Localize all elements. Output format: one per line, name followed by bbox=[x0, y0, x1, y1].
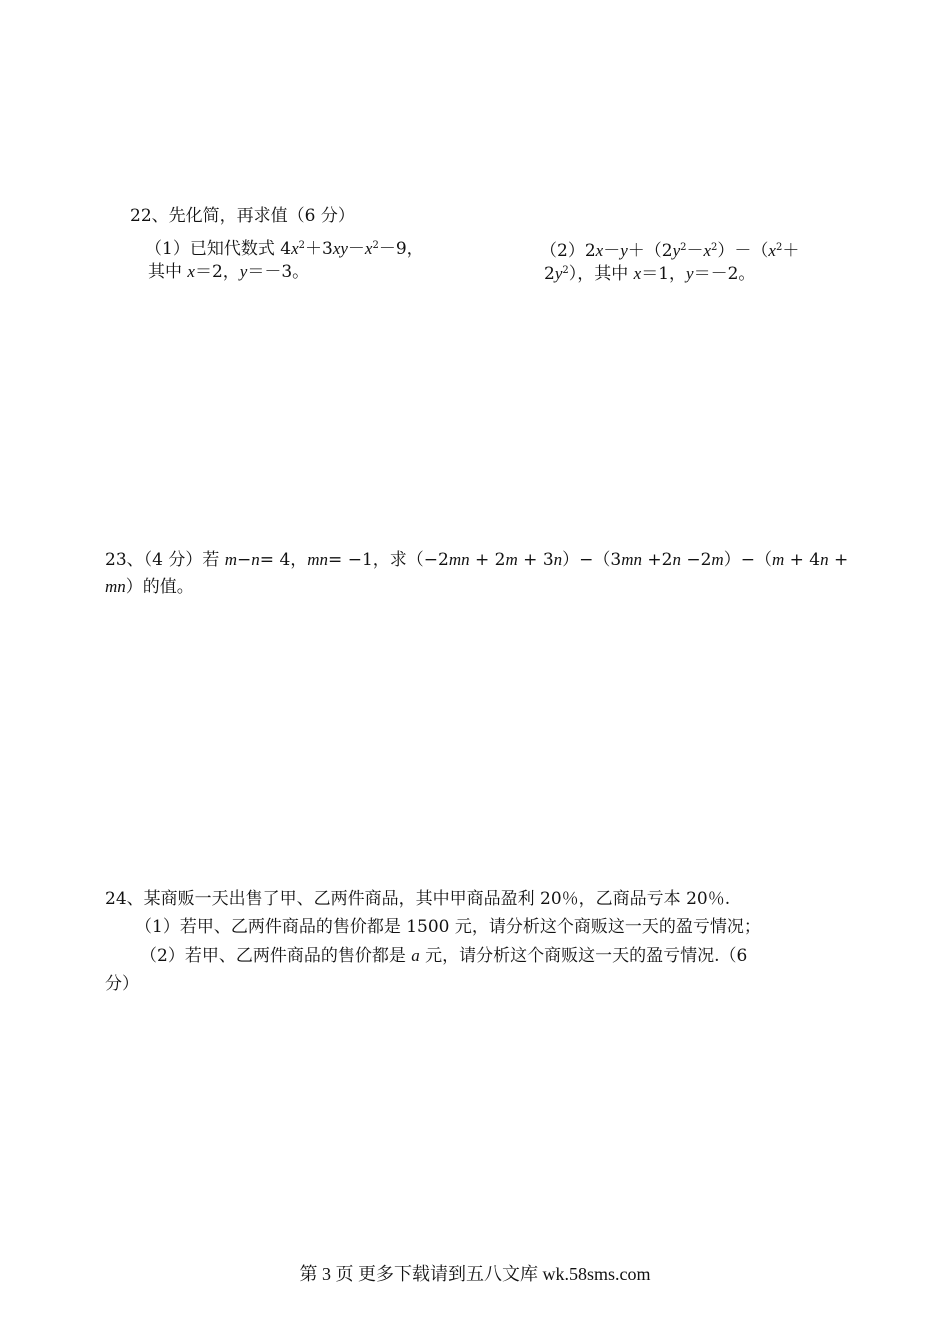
q24-line2: （1）若甲、乙两件商品的售价都是 1500 元，请分析这个商贩这一天的盈亏情况； bbox=[135, 917, 761, 937]
q24-line1: 24、某商贩一天出售了甲、乙两件商品，其中甲商品盈利 20％，乙商品亏本 20％. bbox=[105, 889, 731, 909]
q22-part1-line2: 其中 x＝2，y＝－3。 bbox=[148, 262, 310, 282]
q22-heading: 22、先化简，再求值（6 分） bbox=[130, 206, 355, 226]
q22-part1-line1: （1）已知代数式 $4x^2+3xy-x^2-9$， bbox=[145, 239, 424, 259]
q22-part2-line1: $(2)2x-y+(2y^2-x^2)-(x^2+$ bbox=[540, 241, 800, 261]
q24-line4: 分） bbox=[105, 974, 139, 994]
q23-line1: 23、（4 分）若 m−n= 4，mn= −1，求（−2mn + 2m + 3n）−（3mn +2n −2m）−（m + 4n + bbox=[105, 550, 849, 570]
q22-part2-line2: $2y^2$），其中 x＝1，y＝－2。 bbox=[544, 264, 756, 284]
q24-line3: （2）若甲、乙两件商品的售价都是 a 元，请分析这个商贩这一天的盈亏情况.（6 bbox=[140, 946, 748, 966]
page-footer: 第 3 页 更多下载请到五八文库 wk.58sms.com bbox=[299, 1264, 651, 1284]
q23-line2: mn）的值。 bbox=[105, 577, 194, 597]
